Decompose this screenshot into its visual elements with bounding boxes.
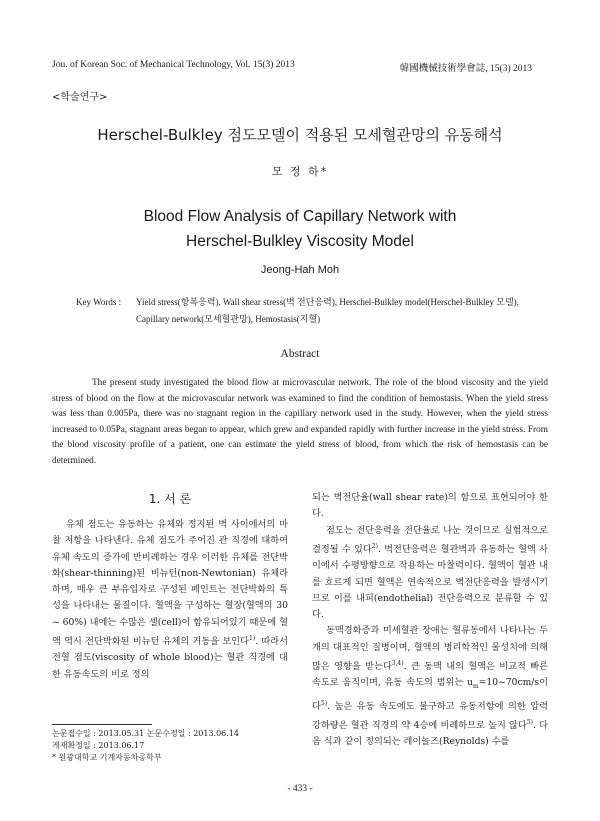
title-en-line2: Herschel-Bulkley Viscosity Model: [186, 233, 414, 250]
journal-header-ko: 韓國機械技術學會誌, 15(3) 2013: [399, 64, 532, 74]
author-english: Jeong-Hah Moh: [260, 264, 340, 276]
section-tag: <학술연구>: [52, 92, 108, 103]
footnote-received: 논문접수일 : 2013.05.31 논문수정일 : 2013.06.14: [52, 729, 239, 738]
keywords-line1: Yield stress(항복응력), Wall shear stress(벽 전단응력), Herschel-Bulkley model(Herschel-Bulkley 모델),: [136, 297, 519, 307]
intro-left-paragraph: 유체 점도는 유동하는 유체와 정지된 벽 사이에서의 마찰 저항을 나타낸다. 유체 점도가 주어진 관 직경에 대하여 유체 속도의 증가에 반비례하는 경우 이러한 유체를 전단박화(shear-thinning)된 비뉴턴(non-Newtonian) 유체라 하며, 매우 큰 부유입자로 구성된 페인트는 전단박화의 특성을 나타내는 물질이다. 혈액을 구성하는 혈장(혈액의 30 ~ 60%) 내에는 수많은 셀(cell)이 함유되어있기 때문에 혈액 역시 전단박화된 비뉴턴 유체의 거동을 보인다$^{1)}$. 따라서 전혈 점도(viscosity of whole blood)는 혈관 직경에 대한 유동속도의 비로 정의: [52, 519, 289, 680]
intro-right-paragraph-3: 동맥경화증과 미세혈관 장애는 혈류동에서 나타나는 두 개의 대표적인 질병이며, 혈액의 병리학적인 물성치에 의해 많은 영향을 받는다$^{3,4)}$. 큰 동맥 내의 혈액은 비교적 빠른 속도로 움직이며, 유동 속도의 범위는 $u_m=10\sim 70cm/s$이다$^{5)}$. 높은 유동 속도에도 불구하고 유동저항에 의한 압력 강하량은 혈관 직경의 약 4승에 비례하므로 높지 않다$^{5)}$. 다음 식과 같이 정의되는 레이놀즈(Reynolds) 수를: [312, 625, 549, 748]
intro-heading: 1. 서 론: [148, 492, 192, 506]
abstract-text: The present study investigated the blood flow at microvascular network. The role of the blood viscosity and the yield stress of blood on the flow at the microvascular network was examined to find the condition of hemostasis. When the yield stress was less than 0.005Pa, there was no stagnant region in the capillary network used in the study. However, when the yield stress increased to 0.05Pa, stagnant areas began to appear, which grew and expanded rapidly with further increase in the yield stress. From the blood viscosity profile of a patient, one can estimate the yield stress of blood, from which the risk of hemostasis can be determined.: [52, 378, 548, 466]
left-column: [52, 490, 288, 683]
keywords-block: [76, 294, 546, 328]
footnote-affiliation: * 원광대학교 기계자동차공학부: [52, 753, 162, 762]
footnotes: [52, 728, 288, 764]
footnote-divider: [52, 724, 152, 725]
intro-right-paragraph-1: 되는 벽전단율(wall shear rate)의 함으로 표현되어야 한다.: [312, 492, 548, 520]
page-number: - 433 -: [287, 784, 313, 794]
keywords-line2: Capillary network(모세혈관망), Hemostasis(지혈): [136, 314, 321, 324]
title-en-line1: Blood Flow Analysis of Capillary Network with: [143, 208, 457, 225]
paper-title-korean: Herschel-Bulkley 점도모델이 적용된 모세혈관망의 유동해석: [97, 126, 503, 144]
right-column: [312, 490, 548, 751]
journal-header-en: Jou. of Korean Soc. of Mechanical Technology, Vol. 15(3) 2013: [52, 60, 295, 70]
author-korean: 모 정 하*: [271, 165, 329, 178]
footnote-accepted: 게재확정일 : 2013.06.17: [52, 741, 145, 750]
abstract-heading: Abstract: [280, 348, 320, 360]
keywords-label: Key Words :: [76, 297, 122, 307]
paper-title-english: [0, 204, 600, 254]
intro-right-paragraph-2: 점도는 전단응력을 전단율로 나눈 것이므로 실험적으로 결정될 수 있다$^{2)}$. 벽전단응력은 혈관벽과 유동하는 혈액 사이에서 수평방향으로 작용하는 마찰력이다. 혈액이 혈관 내를 흐르게 되면 혈액은 연속적으로 벽전단응력을 발생시키므로 이를 내피(endothelial) 전단응력으로 분류할 수 있다.: [312, 524, 548, 621]
